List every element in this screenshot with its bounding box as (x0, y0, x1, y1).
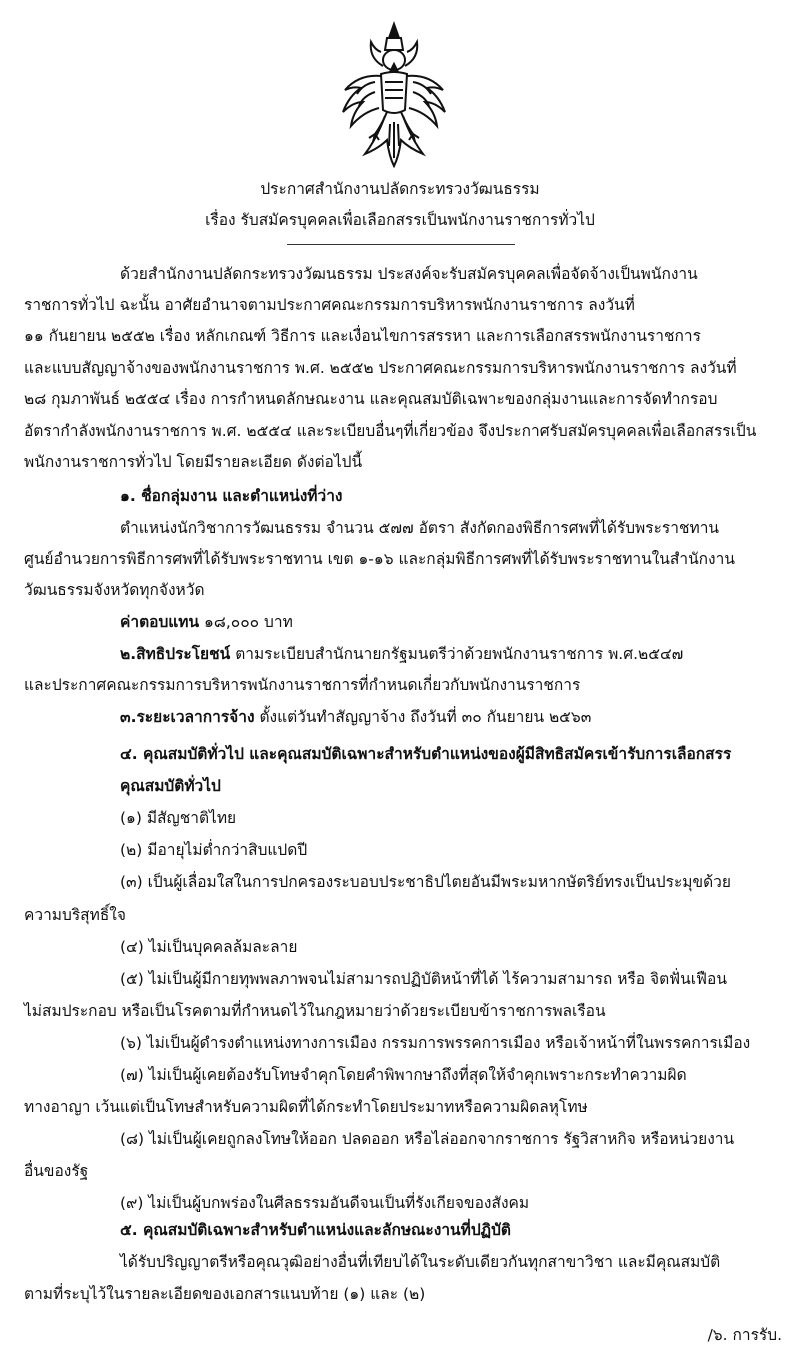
qualification-item: (๔) ไม่เป็นบุคคลล้มละลาย (120, 938, 298, 956)
qualification-item: (๑) มีสัญชาติไทย (120, 809, 237, 827)
qualification-item: ทางอาญา เว้นแต่เป็นโทษสำหรับความผิดที่ได้กระทำโดยประมาทหรือความผิดลหุโทษ (24, 1098, 588, 1116)
section-5-heading: ๕. คุณสมบัติเฉพาะสำหรับตำแหน่งและลักษณะงานที่ปฏิบัติ (120, 1221, 511, 1239)
section-5-line: ได้รับปริญญาตรีหรือคุณวุฒิอย่างอื่นที่เทียบได้ในระดับเดียวกันทุกสาขาวิชา และมีคุณสมบัติ (120, 1253, 721, 1271)
section-3-heading: ๓.ระยะเวลาการจ้าง (120, 708, 255, 726)
qualification-item: (๓) เป็นผู้เลื่อมใสในการปกครองระบอบประชาธิปไตยอันมีพระมหากษัตริย์ทรงเป็นประมุขด้วย (120, 873, 731, 891)
section-3-line (120, 706, 591, 728)
garuda-emblem (335, 20, 453, 170)
qualification-item: (๘) ไม่เป็นผู้เคยถูกลงโทษให้ออก ปลดออก หรือไล่ออกจากราชการ รัฐวิสาหกิจ หรือหน่วยงาน (120, 1130, 735, 1148)
section-4-heading: ๔. คุณสมบัติทั่วไป และคุณสมบัติเฉพาะสำหรับตำแหน่งของผู้มีสิทธิสมัครเข้ารับการเลือกสรร (120, 745, 732, 763)
section-1-line: ศูนย์อำนวยการพิธีการศพที่ได้รับพระราชทาน เขต ๑-๑๖ และกลุ่มพิธีการศพที่ได้รับพระราชทานในสำนักงาน (24, 550, 735, 568)
section-5-line: ตามที่ระบุไว้ในรายละเอียดของเอกสารแนบท้าย (๑) และ (๒) (24, 1285, 426, 1303)
qualification-item: (๙) ไม่เป็นผู้บกพร่องในศีลธรรมอันดีจนเป็นที่รังเกียจของสังคม (120, 1194, 530, 1212)
section-4-subheading: คุณสมบัติทั่วไป (120, 777, 221, 795)
announcement-subject: เรื่อง รับสมัครบุคคลเพื่อเลือกสรรเป็นพนักงานราชการทั่วไป (205, 211, 595, 229)
section-1-line: วัฒนธรรมจังหวัดทุกจังหวัด (24, 581, 205, 599)
qualification-item: (๖) ไม่เป็นผู้ดำรงตำแหน่งทางการเมือง กรรมการพรรคการเมือง หรือเจ้าหน้าที่ในพรรคการเมือง (120, 1034, 751, 1052)
intro-line: อัตรากำลังพนักงานราชการ พ.ศ. ๒๕๕๔ และระเบียบอื่นๆที่เกี่ยวข้อง จึงประกาศรับสมัครบุคคลเพื่อเลือกสรรเป็น (24, 422, 757, 440)
section-1-heading: ๑. ชื่อกลุ่มงาน และตำแหน่งที่ว่าง (120, 487, 343, 505)
intro-line: ด้วยสำนักงานปลัดกระทรวงวัฒนธรรม ประสงค์จะรับสมัครบุคคลเพื่อจัดจ้างเป็นพนักงาน (120, 265, 698, 283)
section-3-text: ตั้งแต่วันทำสัญญาจ้าง ถึงวันที่ ๓๐ กันยายน ๒๕๖๓ (254, 708, 592, 726)
page-continuation: /๖. การรับ. (707, 1326, 782, 1344)
intro-line: ๒๘ กุมภาพันธ์ ๒๕๕๔ เรื่อง การกำหนดลักษณะงาน และคุณสมบัติเฉพาะของกลุ่มงานและการจัดทำกรอบ (24, 390, 718, 408)
section-1-line: ตำแหน่งนักวิชาการวัฒนธรรม จำนวน ๕๗๗ อัตรา สังกัดกองพิธีการศพที่ได้รับพระราชทาน (120, 519, 719, 537)
title-divider (287, 244, 515, 245)
qualification-item: (๗) ไม่เป็นผู้เคยต้องรับโทษจำคุกโดยคำพิพากษาถึงที่สุดให้จำคุกเพราะกระทำความผิด (120, 1066, 687, 1084)
section-2-line: และประกาศคณะกรรมการบริหารพนักงานราชการที่กำหนดเกี่ยวกับพนักงานราชการ (24, 676, 581, 694)
pay-label: ค่าตอบแทน (120, 613, 200, 631)
announcement-title: ประกาศสำนักงานปลัดกระทรวงวัฒนธรรม (260, 180, 540, 198)
section-2-text: ตามระเบียบสำนักนายกรัฐมนตรีว่าด้วยพนักงานราชการ พ.ศ.๒๕๔๗ (230, 645, 684, 663)
pay-value: ๑๘,๐๐๐ บาท (199, 613, 293, 631)
qualification-item: (๒) มีอายุไม่ต่ำกว่าสิบแปดปี (120, 841, 308, 859)
intro-line: ราชการทั่วไป ฉะนั้น อาศัยอำนาจตามประกาศคณะกรรมการบริหารพนักงานราชการ ลงวันที่ (24, 296, 635, 314)
qualification-item: อื่นของรัฐ (24, 1162, 89, 1180)
intro-line: พนักงานราชการทั่วไป โดยมีรายละเอียด ดังต่อไปนี้ (24, 453, 363, 471)
section-2-line (120, 643, 683, 665)
qualification-item: ไม่สมประกอบ หรือเป็นโรคตามที่กำหนดไว้ในกฎหมายว่าด้วยระเบียบข้าราชการพลเรือน (24, 1002, 606, 1020)
intro-line: และแบบสัญญาจ้างของพนักงานราชการ พ.ศ. ๒๕๕๒ ประกาศคณะกรรมการบริหารพนักงานราชการ ลงวันที่ (24, 359, 737, 377)
qualification-item: ความบริสุทธิ์ใจ (24, 906, 126, 924)
intro-line: ๑๑ กันยายน ๒๕๕๒ เรื่อง หลักเกณฑ์ วิธีการ และเงื่อนไขการสรรหา และการเลือกสรรพนักงานราชการ (24, 327, 701, 345)
qualification-item: (๕) ไม่เป็นผู้มีกายทุพพลภาพจนไม่สามารถปฏิบัติหน้าที่ได้ ไร้ความสามารถ หรือ จิตฟั่นเฟือน (120, 970, 727, 988)
section-2-heading: ๒.สิทธิประโยชน์ (120, 645, 231, 663)
pay-line (120, 611, 293, 633)
